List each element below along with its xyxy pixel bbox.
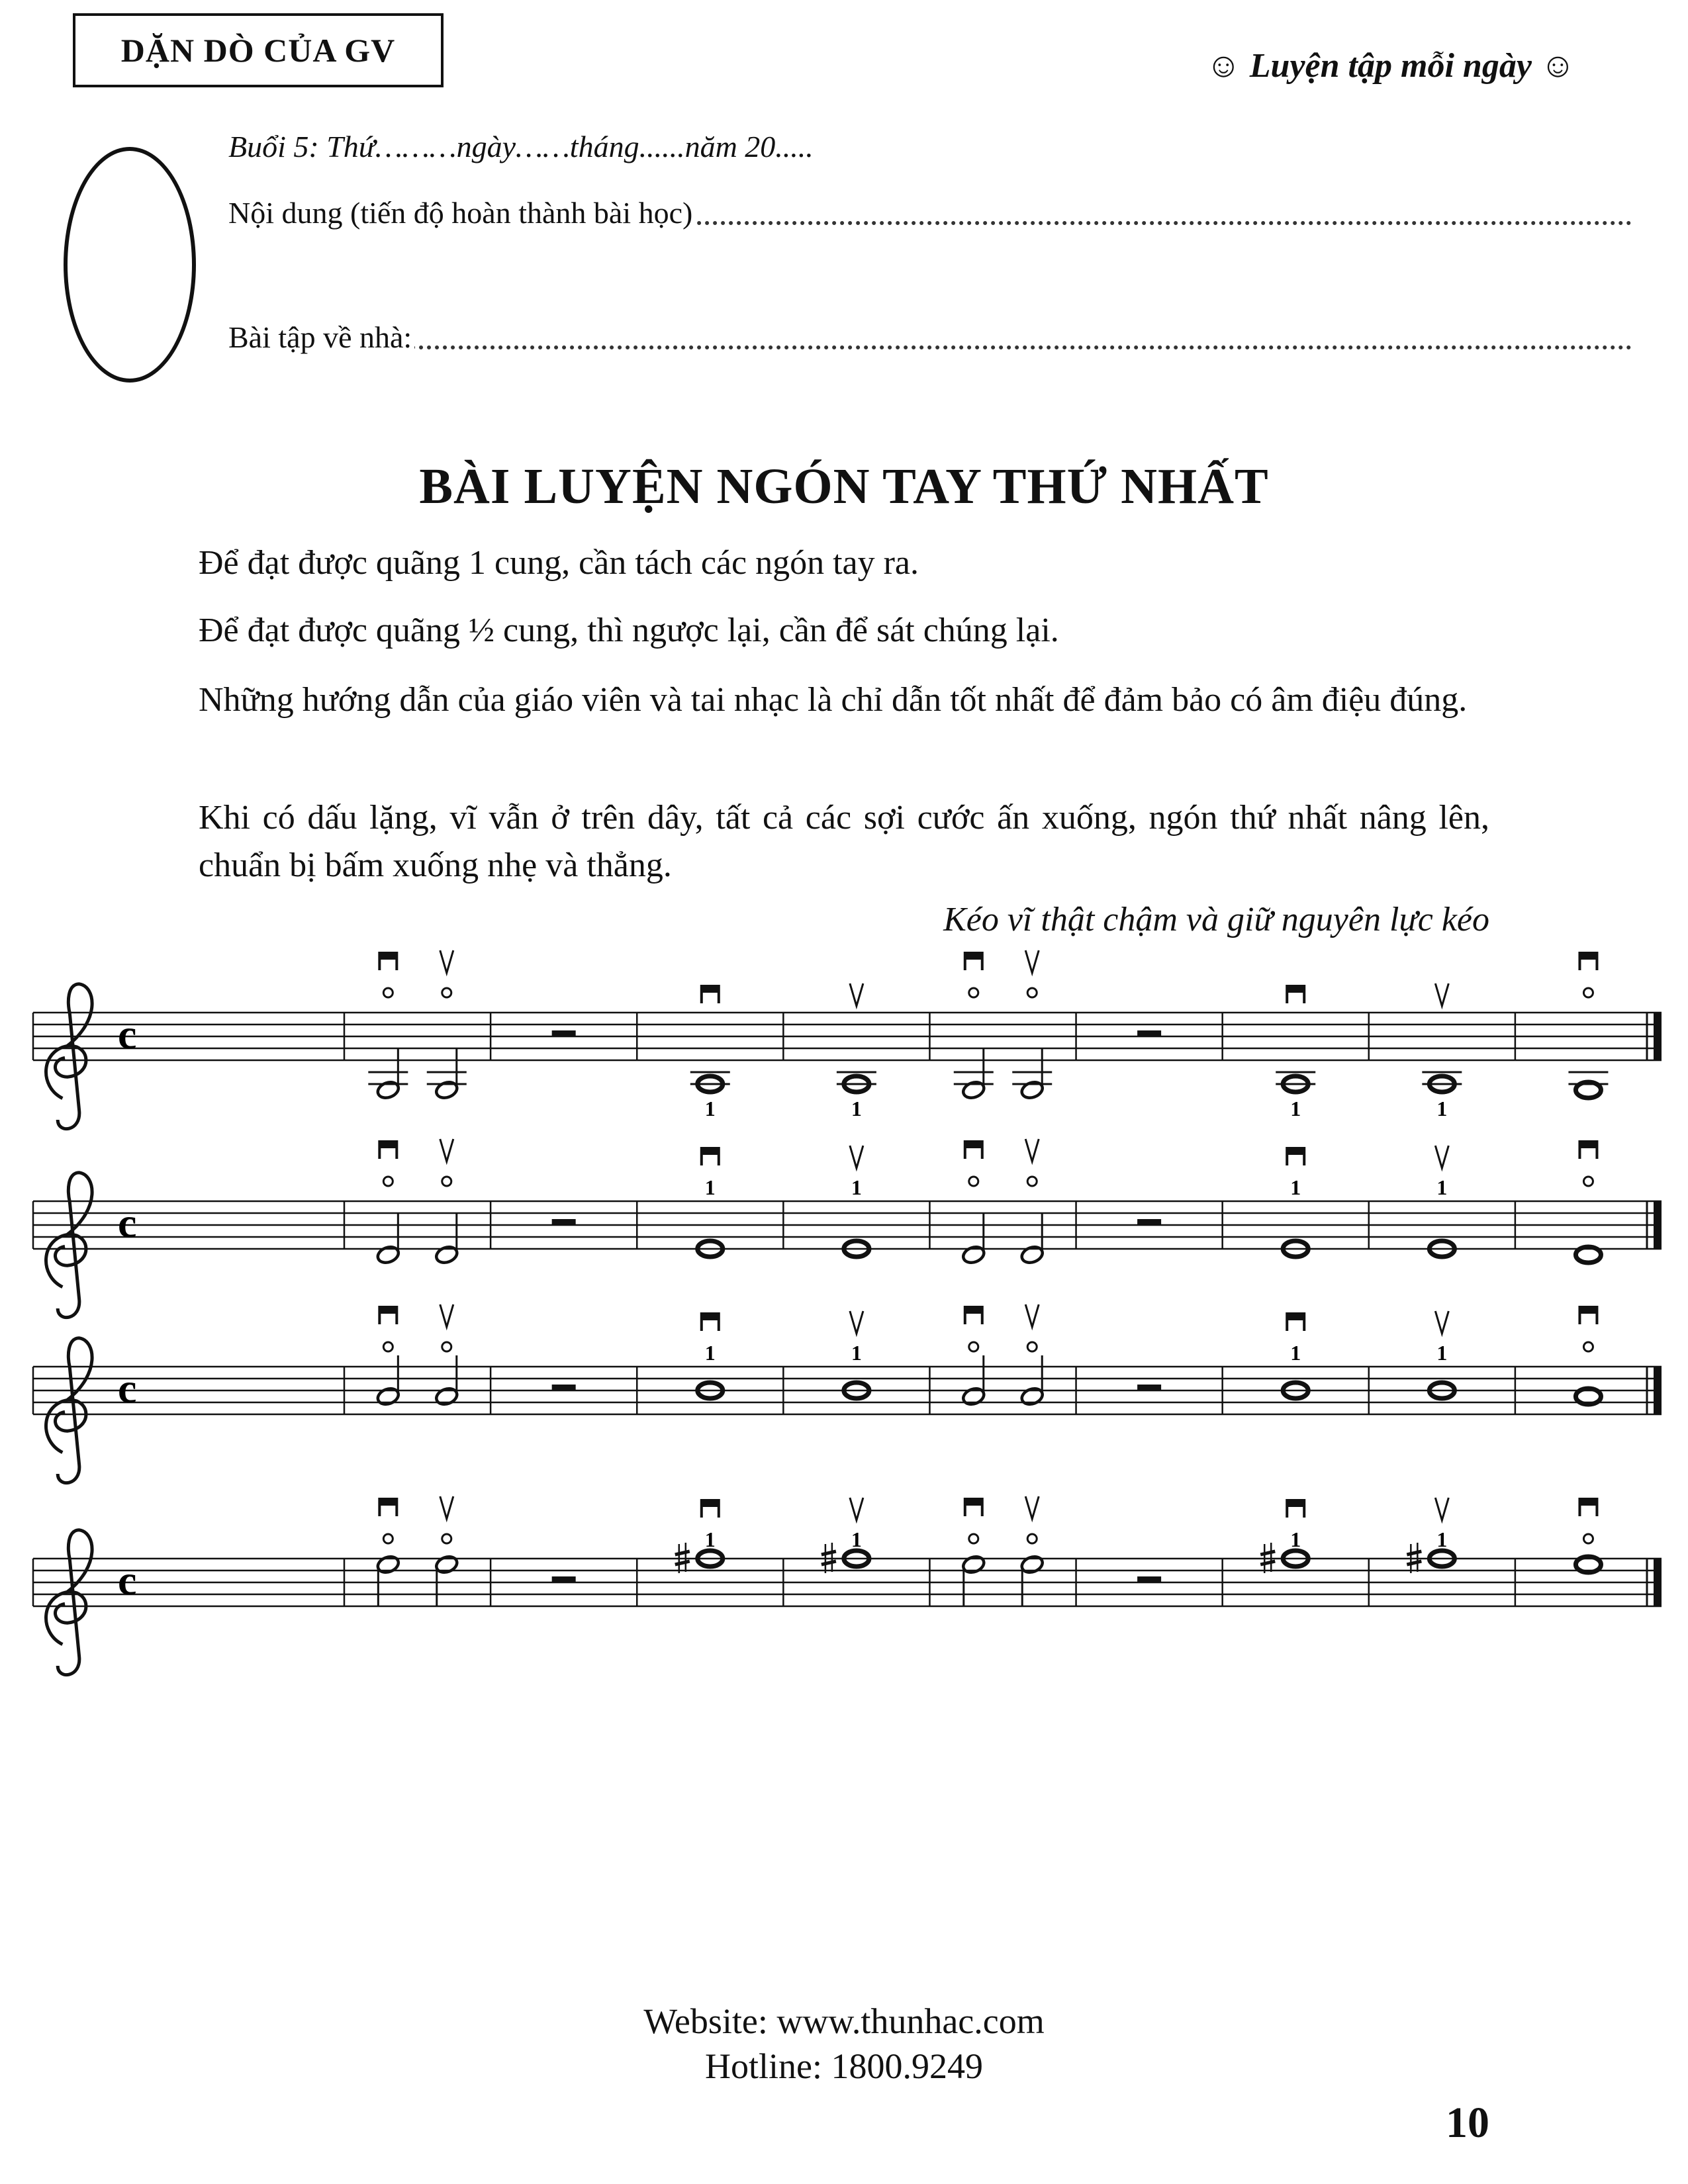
fingering-number: 1 [704, 1175, 716, 1199]
lesson-title: BÀI LUYỆN NGÓN TAY THỨ NHẤT [419, 459, 1269, 514]
paragraph: Khi có dấu lặng, vĩ vẫn ở trên dây, tất cả các sợi cước ấn xuống, ngón thứ nhất nâng lên, chuẩn bị bấm xuống nhẹ và thẳng. [199, 799, 1489, 884]
down-bow-bar [965, 953, 982, 960]
down-bow-bar [1287, 1148, 1304, 1155]
treble-clef-icon [46, 984, 93, 1129]
staff [33, 950, 1662, 1129]
whole-rest [1137, 1576, 1161, 1582]
half-note [1019, 1386, 1045, 1407]
up-bow-icon [1435, 1146, 1448, 1168]
up-bow-icon [440, 950, 453, 973]
down-bow-bar [379, 953, 397, 960]
half-note [961, 1386, 986, 1407]
music-score [26, 940, 1668, 1734]
page-number: 10 [1446, 2099, 1489, 2147]
sharp-stroke [1260, 1551, 1275, 1555]
final-thick-bar [1654, 1201, 1662, 1249]
down-bow-bar [965, 1142, 982, 1148]
fingering-number: 1 [1436, 1341, 1448, 1365]
content-line[interactable] [228, 193, 1632, 233]
open-string-icon [1583, 1534, 1593, 1543]
open-string-icon [1027, 1342, 1037, 1351]
half-note [376, 1244, 401, 1265]
time-signature: c [118, 1365, 137, 1412]
up-bow-icon [1435, 983, 1448, 1006]
paragraph: Để đạt được quãng ½ cung, thì ngược lại, cần để sát chúng lại. [199, 612, 1059, 649]
up-bow-icon [1025, 950, 1039, 973]
open-string-icon [969, 1342, 978, 1351]
half-note [961, 1554, 986, 1575]
whole-rest [552, 1219, 576, 1225]
open-string-icon [969, 988, 978, 997]
sharp-stroke [1260, 1561, 1275, 1565]
open-string-icon [383, 1342, 393, 1351]
whole-rest [1137, 1219, 1161, 1225]
teacher-notes-box: DẶN DÒ CỦA GV [73, 13, 444, 87]
down-bow-bar [1579, 953, 1597, 960]
staff [33, 1496, 1662, 1675]
up-bow-icon [440, 1139, 453, 1161]
half-note [376, 1079, 401, 1101]
final-thick-bar [1654, 1367, 1662, 1414]
down-bow-bar [702, 1314, 719, 1320]
up-bow-icon [850, 1311, 863, 1334]
bowing-instruction: Kéo vĩ thật chậm và giữ nguyên lực kéo [943, 901, 1489, 938]
website-link[interactable]: Website: www.thunhac.com [643, 2001, 1045, 2041]
fingering-number: 1 [851, 1341, 862, 1365]
treble-clef-icon [46, 1173, 93, 1318]
footer [0, 1999, 1688, 2089]
sharp-stroke [1407, 1561, 1421, 1565]
up-bow-icon [440, 1496, 453, 1519]
down-bow-bar [1287, 1314, 1304, 1320]
dotted-fill [228, 345, 1632, 349]
sharp-stroke [821, 1551, 836, 1555]
open-string-icon [1027, 988, 1037, 997]
open-string-icon [1027, 1177, 1037, 1186]
open-string-icon [383, 1534, 393, 1543]
sharp-stroke [675, 1561, 690, 1565]
open-string-icon [442, 988, 451, 997]
down-bow-bar [965, 1307, 982, 1314]
down-bow-bar [702, 986, 719, 993]
staff [33, 1139, 1662, 1318]
fingering-number: 1 [704, 1341, 716, 1365]
time-signature: c [118, 1557, 137, 1604]
half-note [376, 1554, 401, 1575]
down-bow-bar [379, 1142, 397, 1148]
sharp-stroke [821, 1561, 836, 1565]
up-bow-icon [850, 1498, 863, 1520]
hotline: Hotline: 1800.9249 [705, 2046, 983, 2086]
open-string-icon [1583, 1177, 1593, 1186]
down-bow-bar [1287, 1500, 1304, 1507]
open-string-icon [383, 988, 393, 997]
time-signature: c [118, 1199, 137, 1246]
staff [33, 1304, 1662, 1483]
half-note [376, 1386, 401, 1407]
whole-rest [1137, 1030, 1161, 1036]
paragraph: Để đạt được quãng 1 cung, cần tách các ngón tay ra. [199, 544, 919, 582]
down-bow-bar [379, 1499, 397, 1506]
open-string-icon [442, 1534, 451, 1543]
up-bow-icon [1435, 1311, 1448, 1334]
up-bow-icon [1435, 1498, 1448, 1520]
down-bow-bar [1287, 986, 1304, 993]
time-signature: c [118, 1011, 137, 1058]
session-date-line [228, 127, 1632, 167]
fingering-number: 1 [1436, 1097, 1448, 1120]
fingering-number: 1 [851, 1527, 862, 1551]
fingering-number: 1 [1290, 1097, 1301, 1120]
up-bow-icon [1025, 1304, 1039, 1327]
fingering-number: 1 [1290, 1527, 1301, 1551]
half-note [1019, 1554, 1045, 1575]
up-bow-icon [850, 1146, 863, 1168]
whole-rest [552, 1385, 576, 1390]
fingering-number: 1 [1436, 1527, 1448, 1551]
half-note [961, 1244, 986, 1265]
fingering-number: 1 [851, 1097, 862, 1120]
half-note [1019, 1244, 1045, 1265]
half-note [961, 1079, 986, 1101]
motto: ☺ Luyện tập mỗi ngày ☺ [1205, 47, 1575, 85]
up-bow-icon [1025, 1139, 1039, 1161]
down-bow-bar [965, 1499, 982, 1506]
up-bow-icon [1025, 1496, 1039, 1519]
down-bow-bar [379, 1307, 397, 1314]
down-bow-bar [702, 1148, 719, 1155]
fingering-number: 1 [851, 1175, 862, 1199]
open-string-icon [969, 1534, 978, 1543]
stamp-oval [64, 147, 196, 383]
half-note [434, 1244, 459, 1265]
down-bow-bar [1579, 1307, 1597, 1314]
homework-line[interactable] [228, 318, 1632, 357]
half-note [434, 1386, 459, 1407]
down-bow-bar [1579, 1142, 1597, 1148]
half-note [1019, 1079, 1045, 1101]
fingering-number: 1 [1290, 1175, 1301, 1199]
open-string-icon [1583, 1342, 1593, 1351]
open-string-icon [1583, 988, 1593, 997]
open-string-icon [383, 1177, 393, 1186]
sharp-stroke [675, 1551, 690, 1555]
treble-clef-icon [46, 1338, 93, 1483]
open-string-icon [969, 1177, 978, 1186]
fingering-number: 1 [704, 1527, 716, 1551]
open-string-icon [442, 1177, 451, 1186]
fingering-number: 1 [704, 1097, 716, 1120]
sharp-stroke [1407, 1551, 1421, 1555]
half-note [434, 1554, 459, 1575]
content-label: Nội dung (tiến độ hoàn thành bài học) [228, 196, 695, 230]
whole-rest [552, 1030, 576, 1036]
open-string-icon [1027, 1534, 1037, 1543]
whole-rest [1137, 1385, 1161, 1390]
fingering-number: 1 [1436, 1175, 1448, 1199]
up-bow-icon [850, 983, 863, 1006]
treble-clef-icon [46, 1530, 93, 1675]
half-note [434, 1079, 459, 1101]
up-bow-icon [440, 1304, 453, 1327]
down-bow-bar [1579, 1499, 1597, 1506]
final-thick-bar [1654, 1013, 1662, 1060]
open-string-icon [442, 1342, 451, 1351]
session-date-label: Buổi 5: Thứ………ngày……tháng......năm 20..... [228, 130, 814, 163]
homework-label: Bài tập về nhà: [228, 320, 414, 354]
whole-rest [552, 1576, 576, 1582]
paragraph: Những hướng dẫn của giáo viên và tai nhạc là chỉ dẫn tốt nhất để đảm bảo có âm điệu đúng. [199, 681, 1468, 719]
fingering-number: 1 [1290, 1341, 1301, 1365]
final-thick-bar [1654, 1559, 1662, 1606]
down-bow-bar [702, 1500, 719, 1507]
